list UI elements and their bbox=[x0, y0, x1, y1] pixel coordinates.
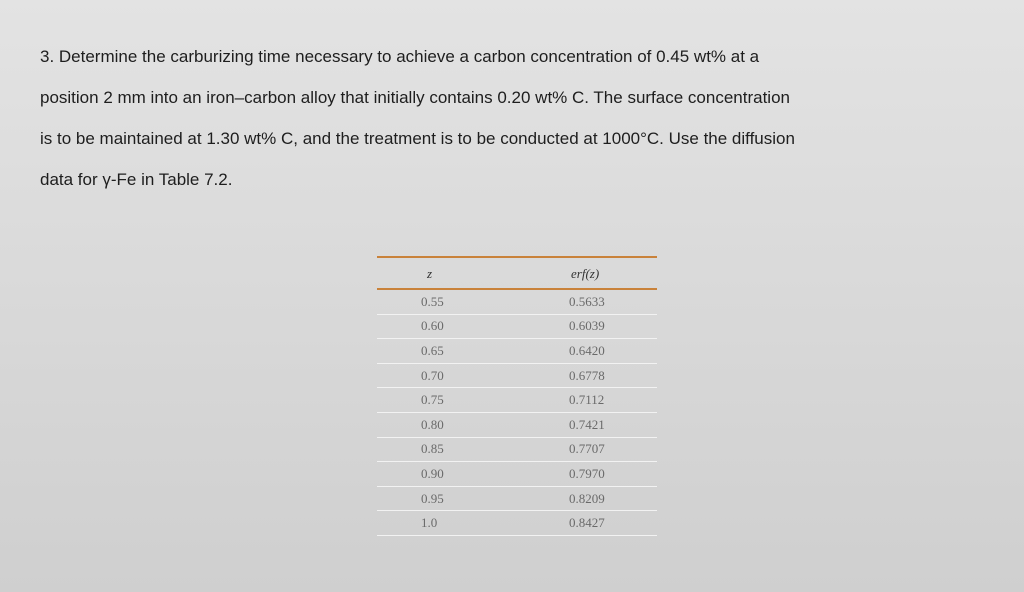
cell-z: 0.90 bbox=[421, 465, 444, 481]
cell-z: 0.80 bbox=[421, 416, 444, 432]
cell-z: 0.85 bbox=[421, 441, 444, 457]
cell-z: 0.55 bbox=[421, 293, 444, 309]
cell-z: 0.65 bbox=[421, 342, 444, 358]
cell-erf: 0.6039 bbox=[569, 318, 605, 334]
cell-erf: 0.7421 bbox=[569, 416, 605, 432]
problem-statement bbox=[40, 36, 970, 200]
problem-line-1: 3. Determine the carburizing time necessary to achieve a carbon concentration of 0.45 wt% at a bbox=[40, 47, 760, 66]
table-row bbox=[377, 462, 657, 487]
table-row bbox=[377, 487, 657, 512]
header-erf: erf(z) bbox=[571, 266, 600, 281]
cell-erf: 0.7970 bbox=[569, 465, 605, 481]
cell-erf: 0.5633 bbox=[569, 293, 605, 309]
cell-z: 0.75 bbox=[421, 392, 444, 408]
cell-z: 0.70 bbox=[421, 367, 444, 383]
table-row bbox=[377, 290, 657, 315]
table-row bbox=[377, 388, 657, 413]
table-row bbox=[377, 315, 657, 340]
header-z: z bbox=[427, 266, 433, 281]
table-header bbox=[377, 264, 657, 284]
table-top-rule bbox=[377, 256, 657, 258]
cell-z: 0.60 bbox=[421, 318, 444, 334]
cell-z: 1.0 bbox=[421, 515, 438, 531]
cell-erf: 0.8209 bbox=[569, 490, 605, 506]
cell-erf: 0.7707 bbox=[569, 441, 605, 457]
table-row bbox=[377, 511, 657, 536]
table-body bbox=[377, 290, 657, 536]
cell-erf: 0.8427 bbox=[569, 515, 605, 531]
cell-z: 0.95 bbox=[421, 490, 444, 506]
problem-line-2: position 2 mm into an iron–carbon alloy that initially contains 0.20 wt% C. The surface concentration bbox=[40, 88, 790, 107]
table-row bbox=[377, 413, 657, 438]
table-row bbox=[377, 438, 657, 463]
cell-erf: 0.6778 bbox=[569, 367, 605, 383]
cell-erf: 0.6420 bbox=[569, 342, 605, 358]
cell-erf: 0.7112 bbox=[569, 392, 605, 408]
table-row bbox=[377, 364, 657, 389]
erf-table bbox=[377, 256, 657, 536]
problem-line-4: data for γ-Fe in Table 7.2. bbox=[40, 170, 233, 189]
table-row bbox=[377, 339, 657, 364]
problem-line-3: is to be maintained at 1.30 wt% C, and the treatment is to be conducted at 1000°C. Use the diffusion bbox=[40, 129, 795, 148]
